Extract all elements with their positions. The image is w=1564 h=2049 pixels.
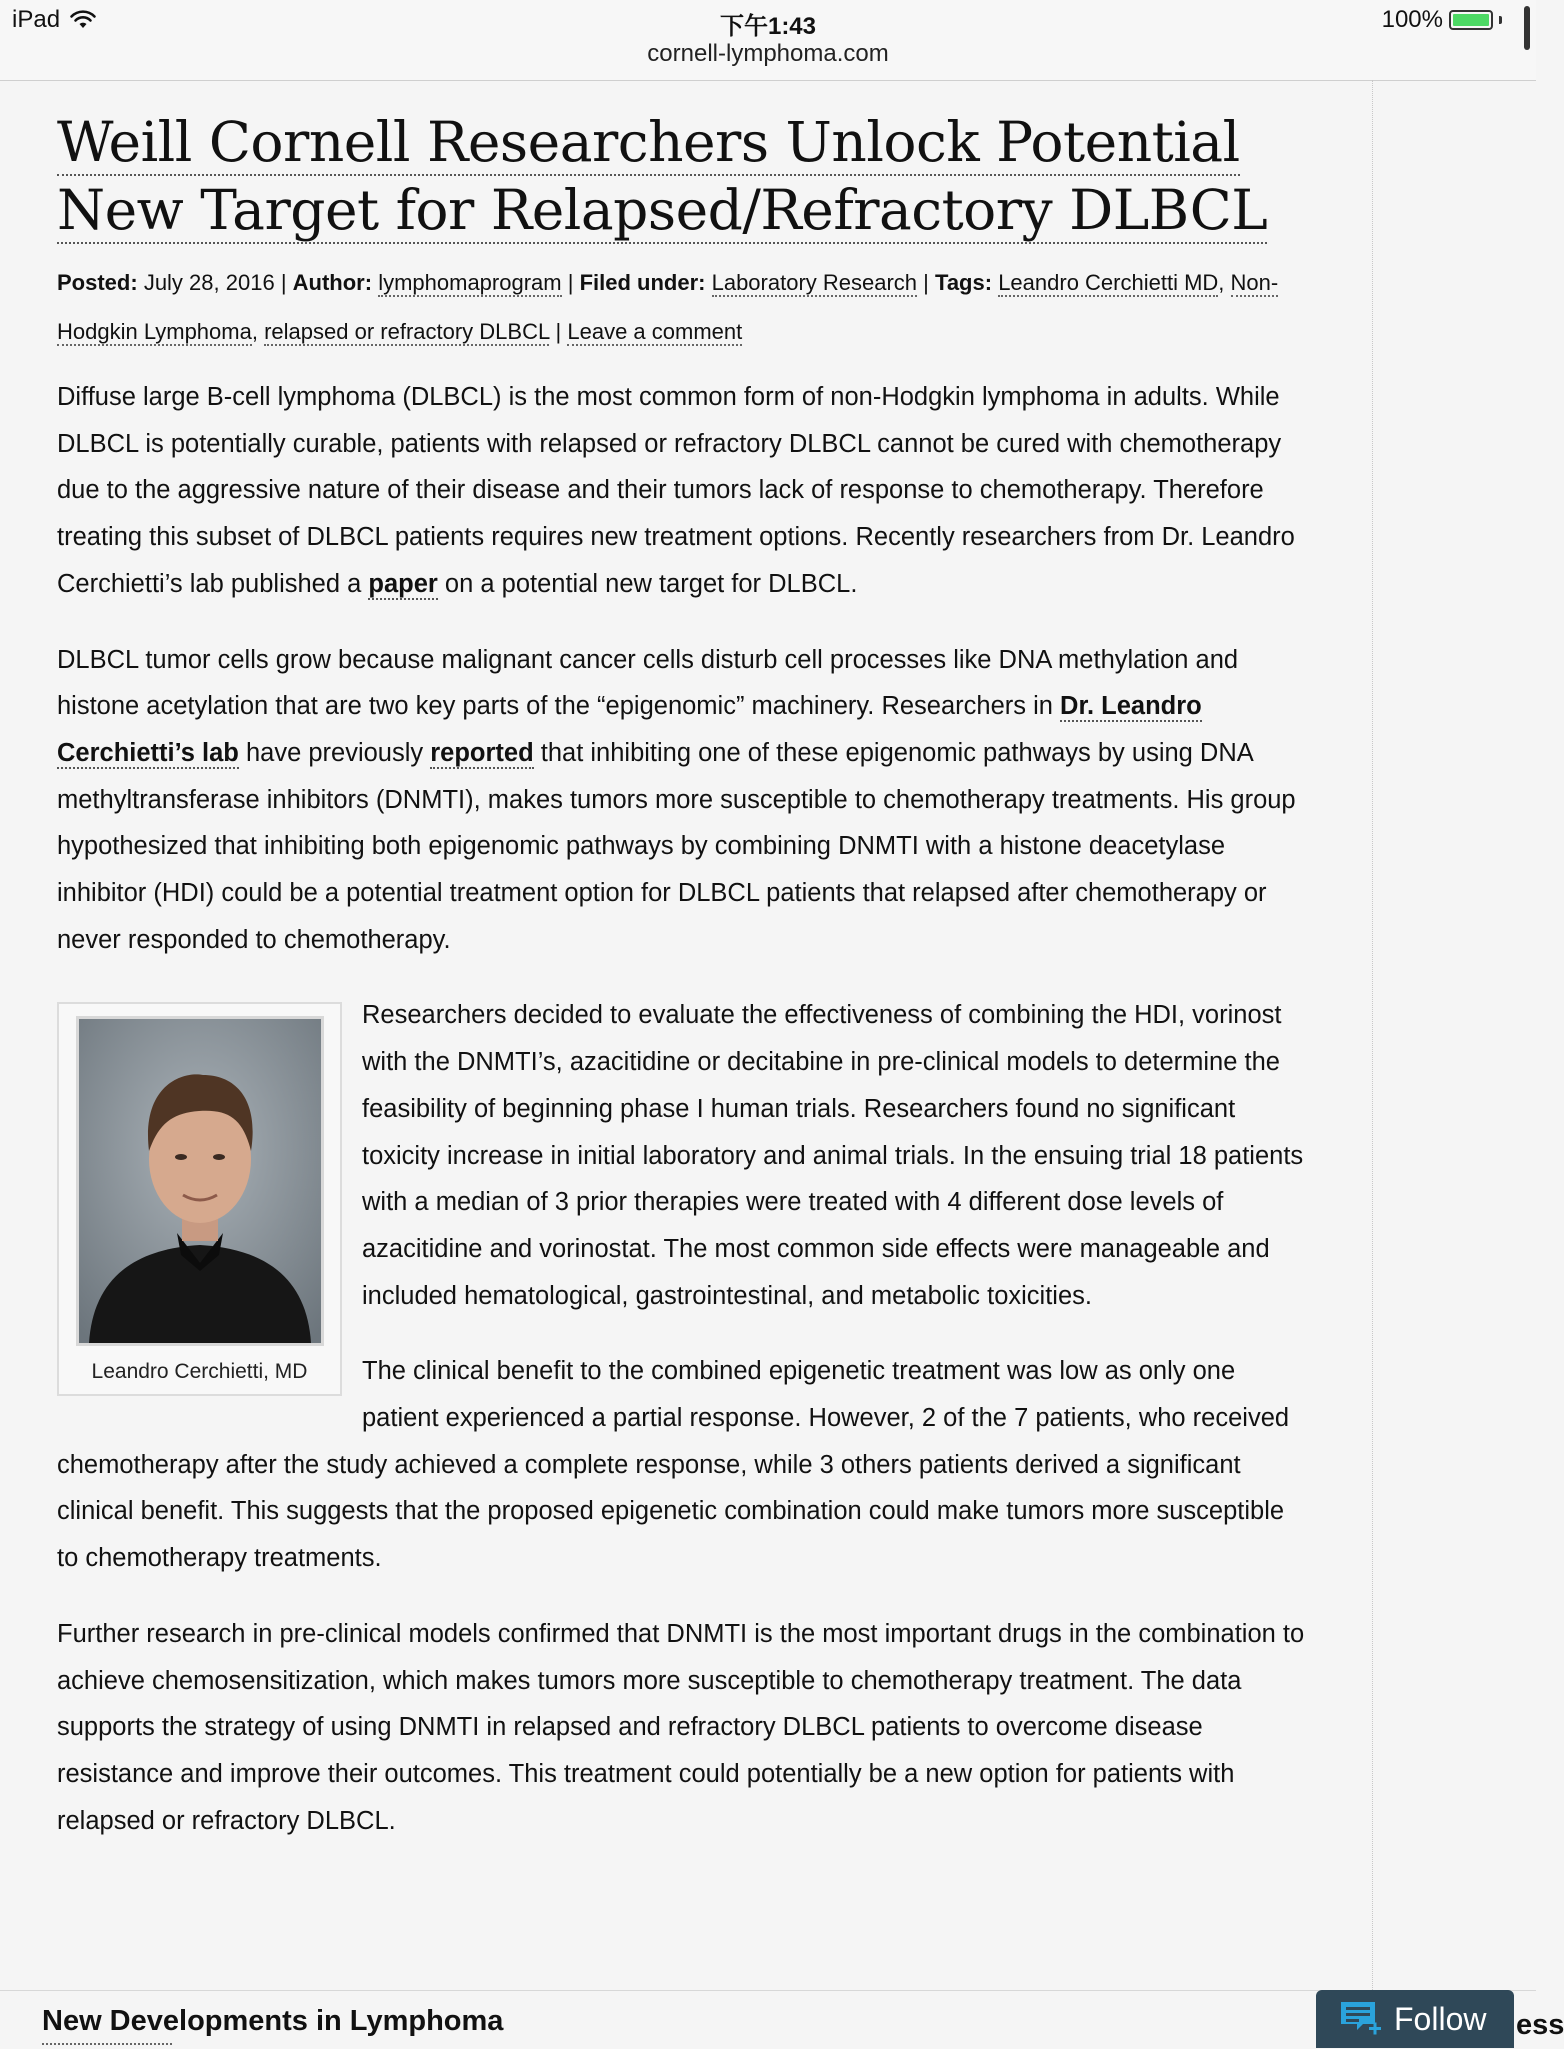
author-label: Author: [292,270,373,295]
paragraph-conclusion: Further research in pre-clinical models confirmed that DNMTI is the most important drugs in the combination to achieve chemosensitization, which makes tumors more susceptible to chemotherapy treatment. The data supports the strategy of using DNMTI in relapsed and refractory DLBCL patients to overcome disease resistance and improve their outcomes. This treatment could potentially be a new option for patients with relapsed or refractory DLBCL. [57,1619,1305,1835]
widget-title[interactable]: New Developments in Lymphoma [42,2005,504,2037]
paragraph-background [57,637,1312,964]
post-title-link[interactable]: Weill Cornell Researchers Unlock Potential New Target for Relapsed/Refractory DLBCL [57,110,1268,242]
posted-label: Posted: [57,270,138,295]
sidebar-divider [1372,80,1373,1990]
meta-separator: | [555,319,562,344]
paragraph-trial: Researchers decided to evaluate the effectiveness of combining the HDI, vorinost with the DNMTI’s, azacitidine or decitabine in pre-clinical models to determine the feasibility of beginning phase I human trials. Researchers found no significant toxicity increase in initial laboratory and animal trials. In the ensuing trial 18 patients with a median of 3 prior therapies were treated with 4 different dose levels of azacitidine and vorinostat. The most common side effects were manageable and included hematological, gastrointestinal, and metabolic toxicities. [362,1001,1304,1310]
address-url[interactable]: cornell-lymphoma.com [647,40,889,67]
battery-tip [1499,16,1502,24]
follow-icon [1338,1999,1382,2039]
post-title[interactable] [57,108,1312,244]
widget-title-underline [42,2043,172,2045]
battery-icon [1449,10,1493,30]
battery-level [1453,14,1489,26]
tag-link[interactable]: Leandro Cerchietti MD [998,270,1219,295]
meta-separator: | [567,270,574,295]
tags-label: Tags: [935,270,993,295]
battery-percent: 100% [1381,6,1443,33]
device-name: iPad [12,6,61,33]
tag-link[interactable]: relapsed or refractory DLBCL [264,319,550,344]
meta-separator: | [280,270,287,295]
paragraph-text: DLBCL tumor cells grow because malignant cancer cells disturb cell processes like DNA methylation and histone acetylation that are two key parts of the “epigenomic” machinery. Researchers in [57,645,1239,721]
paragraph-text: have previously [238,738,431,767]
bottom-widget-bar [0,1990,1564,2049]
reported-link[interactable]: reported [430,738,534,767]
article [57,108,1312,1873]
tag-comma: , [1218,270,1225,295]
meta-separator: | [923,270,929,295]
paragraph-text: that inhibiting one of these epigenomic pathways by using DNA methyltransferase inhibitors (DNMTI), makes tumors more susceptible to chemotherapy treatments. His group hypothesized that inhibiting both epigenomic pathways by combining DNMTI with a histone deacetylase inhibitor (HDI) could be a potential treatment option for DLBCL patients that relapsed after chemotherapy or never responded to chemotherapy. [57,738,1296,954]
tag-link[interactable]: Non-Hodgkin Lymphoma [57,270,1279,344]
author-link[interactable]: lymphomaprogram [378,270,562,295]
filed-label: Filed under: [579,270,706,295]
post-meta [57,258,1312,356]
paragraph-text: Diffuse large B-cell lymphoma (DLBCL) is the most common form of non-Hodgkin lymphoma in adults. While DLBCL is potentially curable, patients with relapsed or refractory DLBCL cannot be cured with chemotherapy due to the aggressive nature of their disease and their tumors lack of response to chemotherapy. Therefore treating this subset of DLBCL patients requires new treatment options. Recently researchers from Dr. Leandro Cerchietti’s lab published a [57,383,1295,598]
portrait-photo[interactable] [76,1016,324,1346]
paper-link[interactable]: paper [368,569,438,598]
paragraph-results: The clinical benefit to the combined epigenetic treatment was low as only one patient experienced a partial response. However, 2 of the 7 patients, who received chemotherapy after the study achieved a complete response, while 3 others patients derived a significant clinical benefit. This suggests that the proposed epigenetic combination could make tumors more susceptible to chemotherapy treatments. [57,1357,1290,1573]
tag-comma: , [251,319,258,344]
clock: 下午1:43 [719,13,817,40]
posted-date: July 28, 2016 [143,270,275,295]
lab-link[interactable]: Dr. Leandro Cerchietti’s lab [57,692,1202,767]
follow-button[interactable] [1316,1990,1514,2048]
figure-caption: Leandro Cerchietti, MD [91,1360,308,1384]
category-link[interactable]: Laboratory Research [711,270,918,295]
author-figure [57,1002,342,1396]
status-right [1382,6,1502,34]
truncated-edge-text: ess [1516,2009,1564,2041]
leave-comment-link[interactable]: Leave a comment [567,319,743,344]
paragraph-text: on a potential new target for DLBCL. [437,569,858,598]
status-bar [0,0,1536,81]
follow-label: Follow [1394,2000,1487,2037]
paragraph-intro [57,374,1312,608]
